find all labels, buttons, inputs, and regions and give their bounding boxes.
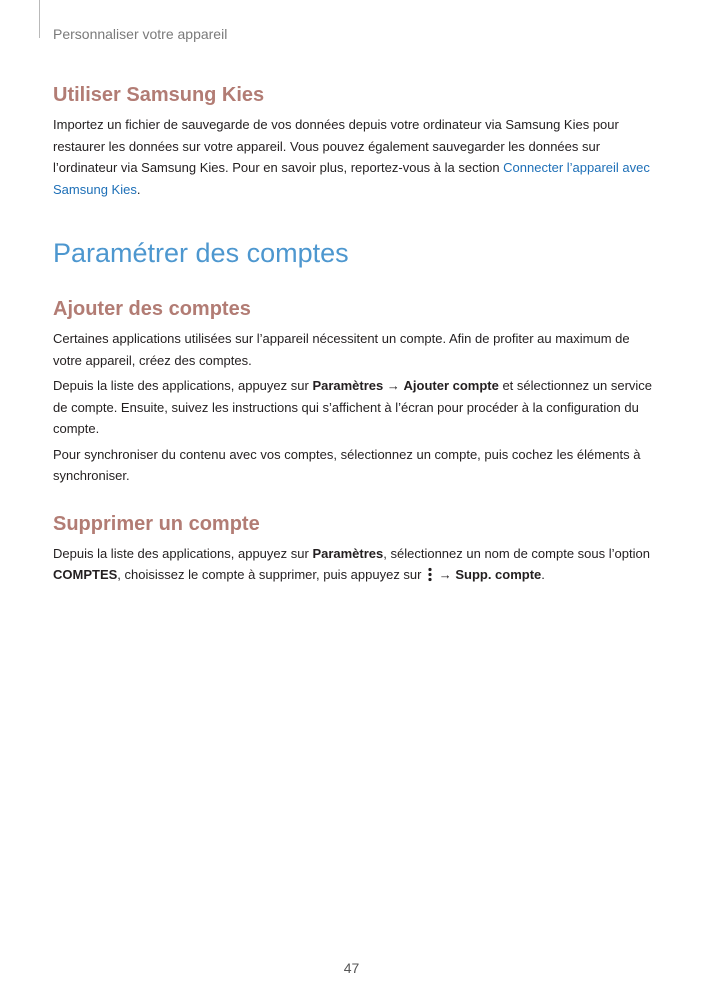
paragraph-add-2: Depuis la liste des applications, appuyez sur Paramètres → Ajouter compte et sélectionnez un service de compte. Ensuite, suivez les instructions qui s’affichent à l’écran pour procéder à la configuration du compte. bbox=[53, 378, 653, 436]
paragraph-add-1: Certaines applications utilisées sur l’appareil nécessitent un compte. Afin de profiter au maximum de votre appareil, créez des comptes. bbox=[53, 331, 630, 368]
bold-add-account: Ajouter compte bbox=[403, 378, 499, 393]
bold-settings-remove: Paramètres bbox=[312, 545, 384, 561]
paragraph-remove: Depuis la liste des applications, appuyez sur Paramètres, sélectionnez un nom de compte sous l’option COMPTES, choisissez le compte à supprimer, puis appuyez sur → Supp. compte. bbox=[53, 545, 650, 582]
bold-delete-account: Supp. compte bbox=[455, 567, 542, 582]
bold-comptes: COMPTES bbox=[53, 567, 118, 582]
bold-settings: Paramètres bbox=[312, 378, 384, 393]
paragraph-add-3: Pour synchroniser du contenu avec vos comptes, sélectionnez un compte, puis cochez les éléments à synchroniser. bbox=[53, 446, 641, 483]
chapter-title: Paramétrer des comptes bbox=[53, 238, 349, 268]
section-title-kies: Utiliser Samsung Kies bbox=[53, 84, 265, 106]
page-number: 47 bbox=[343, 960, 360, 976]
running-header: Personnaliser votre appareil bbox=[53, 26, 228, 42]
section-title-remove-account: Supprimer un compte bbox=[53, 512, 260, 535]
margin-rule bbox=[39, 0, 40, 38]
overflow-menu-icon bbox=[427, 567, 433, 582]
page-content bbox=[53, 82, 653, 586]
section-title-add-accounts: Ajouter des comptes bbox=[53, 298, 251, 320]
paragraph-kies: Importez un fichier de sauvegarde de vos données depuis votre ordinateur via Samsung Kies pour restaurer les données sur votre appareil. Vous pouvez également sauvegarder les données sur l’ordinateur via Samsung Kies. Pour en savoir plus, reportez-vous à la section Connecter l’appareil avec Samsung Kies. bbox=[53, 117, 650, 197]
link-connect-kies[interactable]: Connecter l’appareil avec Samsung Kies bbox=[53, 160, 650, 197]
